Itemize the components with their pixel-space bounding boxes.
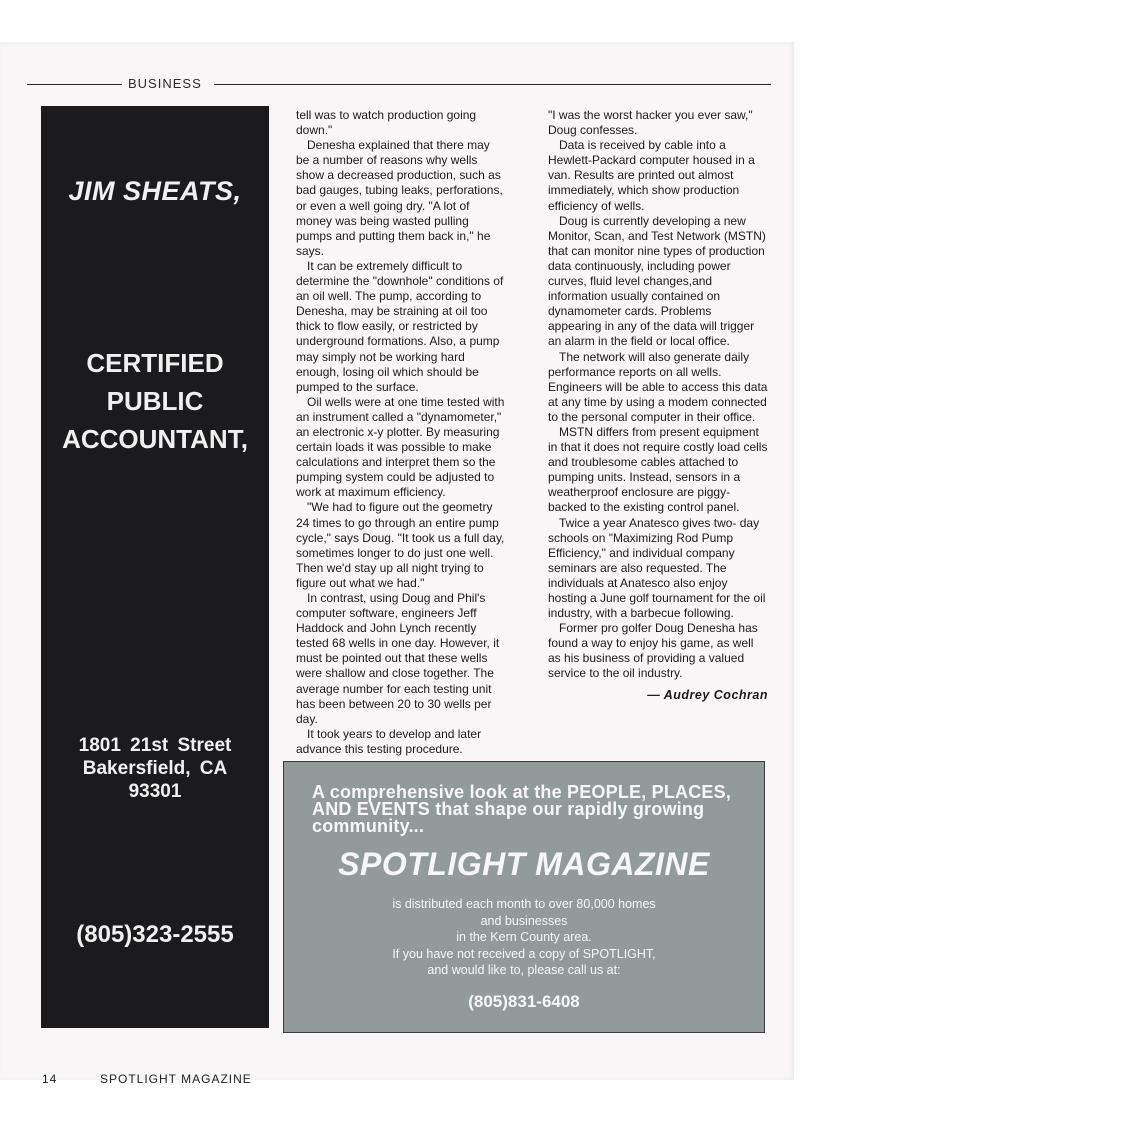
advert-body-line: is distributed each month to over 80,000 homes <box>392 897 656 911</box>
paragraph: The network will also generate daily performance reports on all wells. Engineers will be able to access this data at any time by using a modem connected to the personal computer in their office. <box>548 349 768 424</box>
page-number: 14 <box>42 1072 58 1086</box>
paragraph: "We had to figure out the geometry 24 times to go through an entire pump cycle," says Doug. "It took us a full day, sometimes longer to do just one well. Then we'd stay up all night trying to figure out what we had." <box>296 500 505 590</box>
address-line: 93301 <box>128 781 182 802</box>
title-line: PUBLIC <box>106 386 204 416</box>
advert-body-line: in the Kern County area. <box>456 930 592 944</box>
paragraph: "I was the worst hacker you ever saw," Doug confesses. <box>548 108 753 138</box>
paragraph: Former pro golfer Doug Denesha has found a way to enjoy his game, as well as his business of providing a valued service to the oil industry. <box>548 621 758 681</box>
advert-brand: SPOTLIGHT MAGAZINE <box>338 846 710 882</box>
article-byline: — Audrey Cochran <box>647 687 768 702</box>
paragraph: MSTN differs from present equipment in that it does not require costly load cells and troublesome cables attached to pumping units. Instead, sensors in a weatherproof enclosure are piggy-backed to the existing control panel. <box>548 424 768 515</box>
header-rule-right <box>214 84 771 85</box>
header-rule-left <box>27 84 122 85</box>
advert-body <box>284 896 764 979</box>
address-line: 1801 21st Street <box>78 735 232 756</box>
article-column-1 <box>296 108 506 757</box>
advertiser-phone: (805)323-2555 <box>76 921 234 948</box>
paragraph: It took years to develop and later advance this testing procedure. <box>296 726 482 756</box>
article-column-2 <box>548 108 768 703</box>
paragraph: Twice a year Anatesco gives two- day schools on "Maximizing Rod Pump Efficiency," and individual company seminars are also requested. The individuals at Anatesco also enjoy hosting a June golf tournament for the oil industry, with a barbecue following. <box>548 515 766 621</box>
advert-body-line: and would like to, please call us at: <box>427 963 621 977</box>
footer-publication: SPOTLIGHT MAGAZINE <box>100 1072 252 1086</box>
title-line: ACCOUNTANT, <box>62 424 248 454</box>
paragraph: In contrast, using Doug and Phil's computer software, engineers Jeff Haddock and John Lynch recently tested 68 wells in one day. However, it must be pointed out that these wells were shallow and close together. The average number for each testing unit has been between 20 to 30 wells per day. <box>296 591 500 726</box>
advert-body-line: and businesses <box>480 913 568 928</box>
paragraph: Doug is currently developing a new Monitor, Scan, and Test Network (MSTN) that can monitor nine types of production data continuously, including power curves, fluid level changes,and information usually contained on dynamometer cards. Problems appearing in any of the data will trigger an alarm in the field or local office. <box>548 213 766 349</box>
advertiser-address <box>41 734 269 803</box>
advertiser-name: JIM SHEATS, <box>68 176 242 206</box>
paragraph: Denesha explained that there may be a number of reasons why wells show a decreased production, such as bad gauges, tubing leaks, perforations, or even a well going dry. "A lot of money was being wasted pulling pumps and putting them back in," he says. <box>296 138 503 258</box>
advert-body-line: If you have not received a copy of SPOTLIGHT, <box>392 946 656 961</box>
section-label: BUSINESS <box>124 76 206 91</box>
paragraph: tell was to watch production going down." <box>296 108 477 138</box>
spotlight-advert <box>283 761 765 1033</box>
paragraph: Oil wells were at one time tested with an instrument called a "dynamometer," an electronic x-y plotter. By measuring certain loads it was possible to make calculations and interpret them so the pumping system could be adjusted to work at maximum efficiency. <box>296 394 505 500</box>
paragraph: Data is received by cable into a Hewlett-Packard computer housed in a van. Results are printed out almost immediately, which show production efficiency of wells. <box>548 138 755 213</box>
accountant-advert <box>41 106 269 1028</box>
address-line: Bakersfield, CA <box>82 758 228 779</box>
advert-lead-text: A comprehensive look at the PEOPLE, PLACES, AND EVENTS that shape our rapidly growing community... <box>312 782 732 836</box>
advert-phone: (805)831-6408 <box>468 992 580 1011</box>
paragraph: It can be extremely difficult to determine the "downhole" conditions of an oil well. The pump, according to Denesha, may be straining at oil too thick to flow easily, or restricted by underground formations. Also, a pump may simply not be working hard enough, losing oil which should be pumped to the surface. <box>296 258 504 394</box>
title-line: CERTIFIED <box>86 348 224 378</box>
advertiser-title <box>41 344 269 458</box>
